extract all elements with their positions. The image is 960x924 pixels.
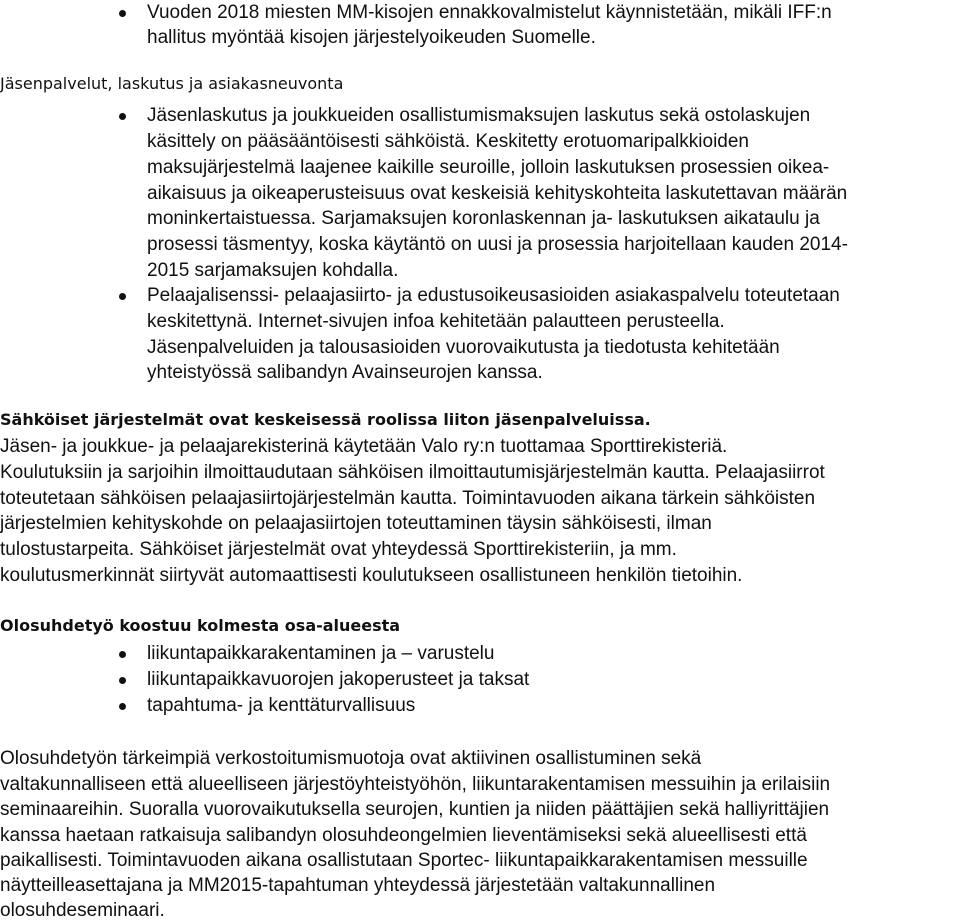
- text-line: Jäsenpalveluiden ja talousasioiden vuorovaikutusta ja tiedotusta kehitetään: [147, 337, 780, 358]
- text-line: toteutetaan sähköisen pelaajasiirtojärjestelmän kautta. Toimintavuoden aikana tärkein sähköisten: [0, 488, 816, 509]
- text-line: seminaareihin. Suoralla vuorovaikutuksella seurojen, kuntien ja niiden päättäjien sekä halliyrittäjien: [0, 799, 830, 820]
- bullet-marker: [119, 677, 126, 684]
- text-line: yhteistyössä salibandyn Avainseurojen kanssa.: [147, 362, 543, 383]
- text-line: valtakunnalliseen että alueelliseen järjestöyhteistyöhön, liikuntarakentamisen messuihin ja erilaisiin: [0, 774, 831, 795]
- list-item: tapahtuma- ja kenttäturvallisuus: [147, 695, 416, 716]
- bullet-marker: [119, 293, 126, 300]
- text-line: käsittely on pääsääntöisesti sähköistä. Keskitetty erotuomaripalkkioiden: [147, 131, 749, 152]
- text-line: kanssa haetaan ratkaisuja salibandyn olosuhdeongelmien lieventämiseksi sekä alueellisesti että: [0, 825, 807, 846]
- text-line: tulostustarpeita. Sähköiset järjestelmät ovat yhteydessä Sporttirekisteriin, ja mm.: [0, 539, 677, 560]
- bullet-marker: [119, 113, 126, 120]
- list-item: liikuntapaikkavuorojen jakoperusteet ja taksat: [147, 669, 530, 690]
- text-line: Olosuhdetyön tärkeimpiä verkostoitumismuotoja ovat aktiivinen osallistuminen sekä: [0, 748, 702, 769]
- text-line: paikallisesti. Toimintavuoden aikana osallistutaan Sportec- liikuntapaikkarakentamisen messuille: [0, 850, 808, 871]
- text-line: keskitettynä. Internet-sivujen infoa kehitetään palautteen perusteella.: [147, 311, 725, 332]
- text-line: aikaisuus ja oikeaperusteisuus ovat keskeisiä kehityskohteita laskutettavan määrän: [147, 183, 848, 204]
- text-line: koulutusmerkinnät siirtyvät automaattisesti koulutukseen osallistuneen henkilön tietoihin.: [0, 565, 743, 586]
- bullet-marker: [119, 10, 126, 17]
- text-line: Jäsen- ja joukkue- ja pelaajarekisterinä käytetään Valo ry:n tuottamaa Sporttirekisteriä.: [0, 436, 728, 457]
- text-line: Koulutuksiin ja sarjoihin ilmoittaudutaan sähköisen ilmoittautumisjärjestelmän kautta. Pelaajasiirrot: [0, 462, 825, 483]
- text-line: Jäsenlaskutus ja joukkueiden osallistumismaksujen laskutus sekä ostolaskujen: [147, 105, 811, 126]
- text-line: olosuhdeseminaari.: [0, 900, 165, 921]
- text-line: hallitus myöntää kisojen järjestelyoikeuden Suomelle.: [147, 27, 596, 48]
- text-line: 2015 sarjamaksujen kohdalla.: [147, 260, 399, 281]
- text-line: moninkertaistuessa. Sarjamaksujen koronlaskennan ja- laskutuksen aikataulu ja: [147, 208, 820, 229]
- section-heading: Sähköiset järjestelmät ovat keskeisessä roolissa liiton jäsenpalveluissa.: [0, 410, 651, 429]
- section-heading: Olosuhdetyö koostuu kolmesta osa-alueesta: [0, 616, 401, 635]
- text-line: näytteilleasettajana ja MM2015-tapahtuman yhteydessä järjestetään valtakunnallinen: [0, 875, 716, 896]
- section-heading: Jäsenpalvelut, laskutus ja asiakasneuvonta: [0, 74, 344, 93]
- text-line: järjestelmien kehityskohde on pelaajasiirtojen toteuttaminen täysin sähköisesti, ilman: [0, 513, 712, 534]
- bullet-marker: [119, 651, 126, 658]
- text-line: Pelaajalisenssi- pelaajasiirto- ja edustusoikeusasioiden asiakaspalvelu toteutetaan: [147, 285, 840, 306]
- text-line: prosessi täsmentyy, koska käytäntö on uusi ja prosessia harjoitellaan kauden 2014-: [147, 234, 848, 255]
- text-line: Vuoden 2018 miesten MM-kisojen ennakkovalmistelut käynnistetään, mikäli IFF:n: [147, 2, 832, 23]
- bullet-marker: [119, 703, 126, 710]
- text-line: maksujärjestelmä laajenee kaikille seuroille, jolloin laskutuksen prosessien oikea-: [147, 157, 830, 178]
- list-item: liikuntapaikkarakentaminen ja – varustelu: [147, 643, 495, 664]
